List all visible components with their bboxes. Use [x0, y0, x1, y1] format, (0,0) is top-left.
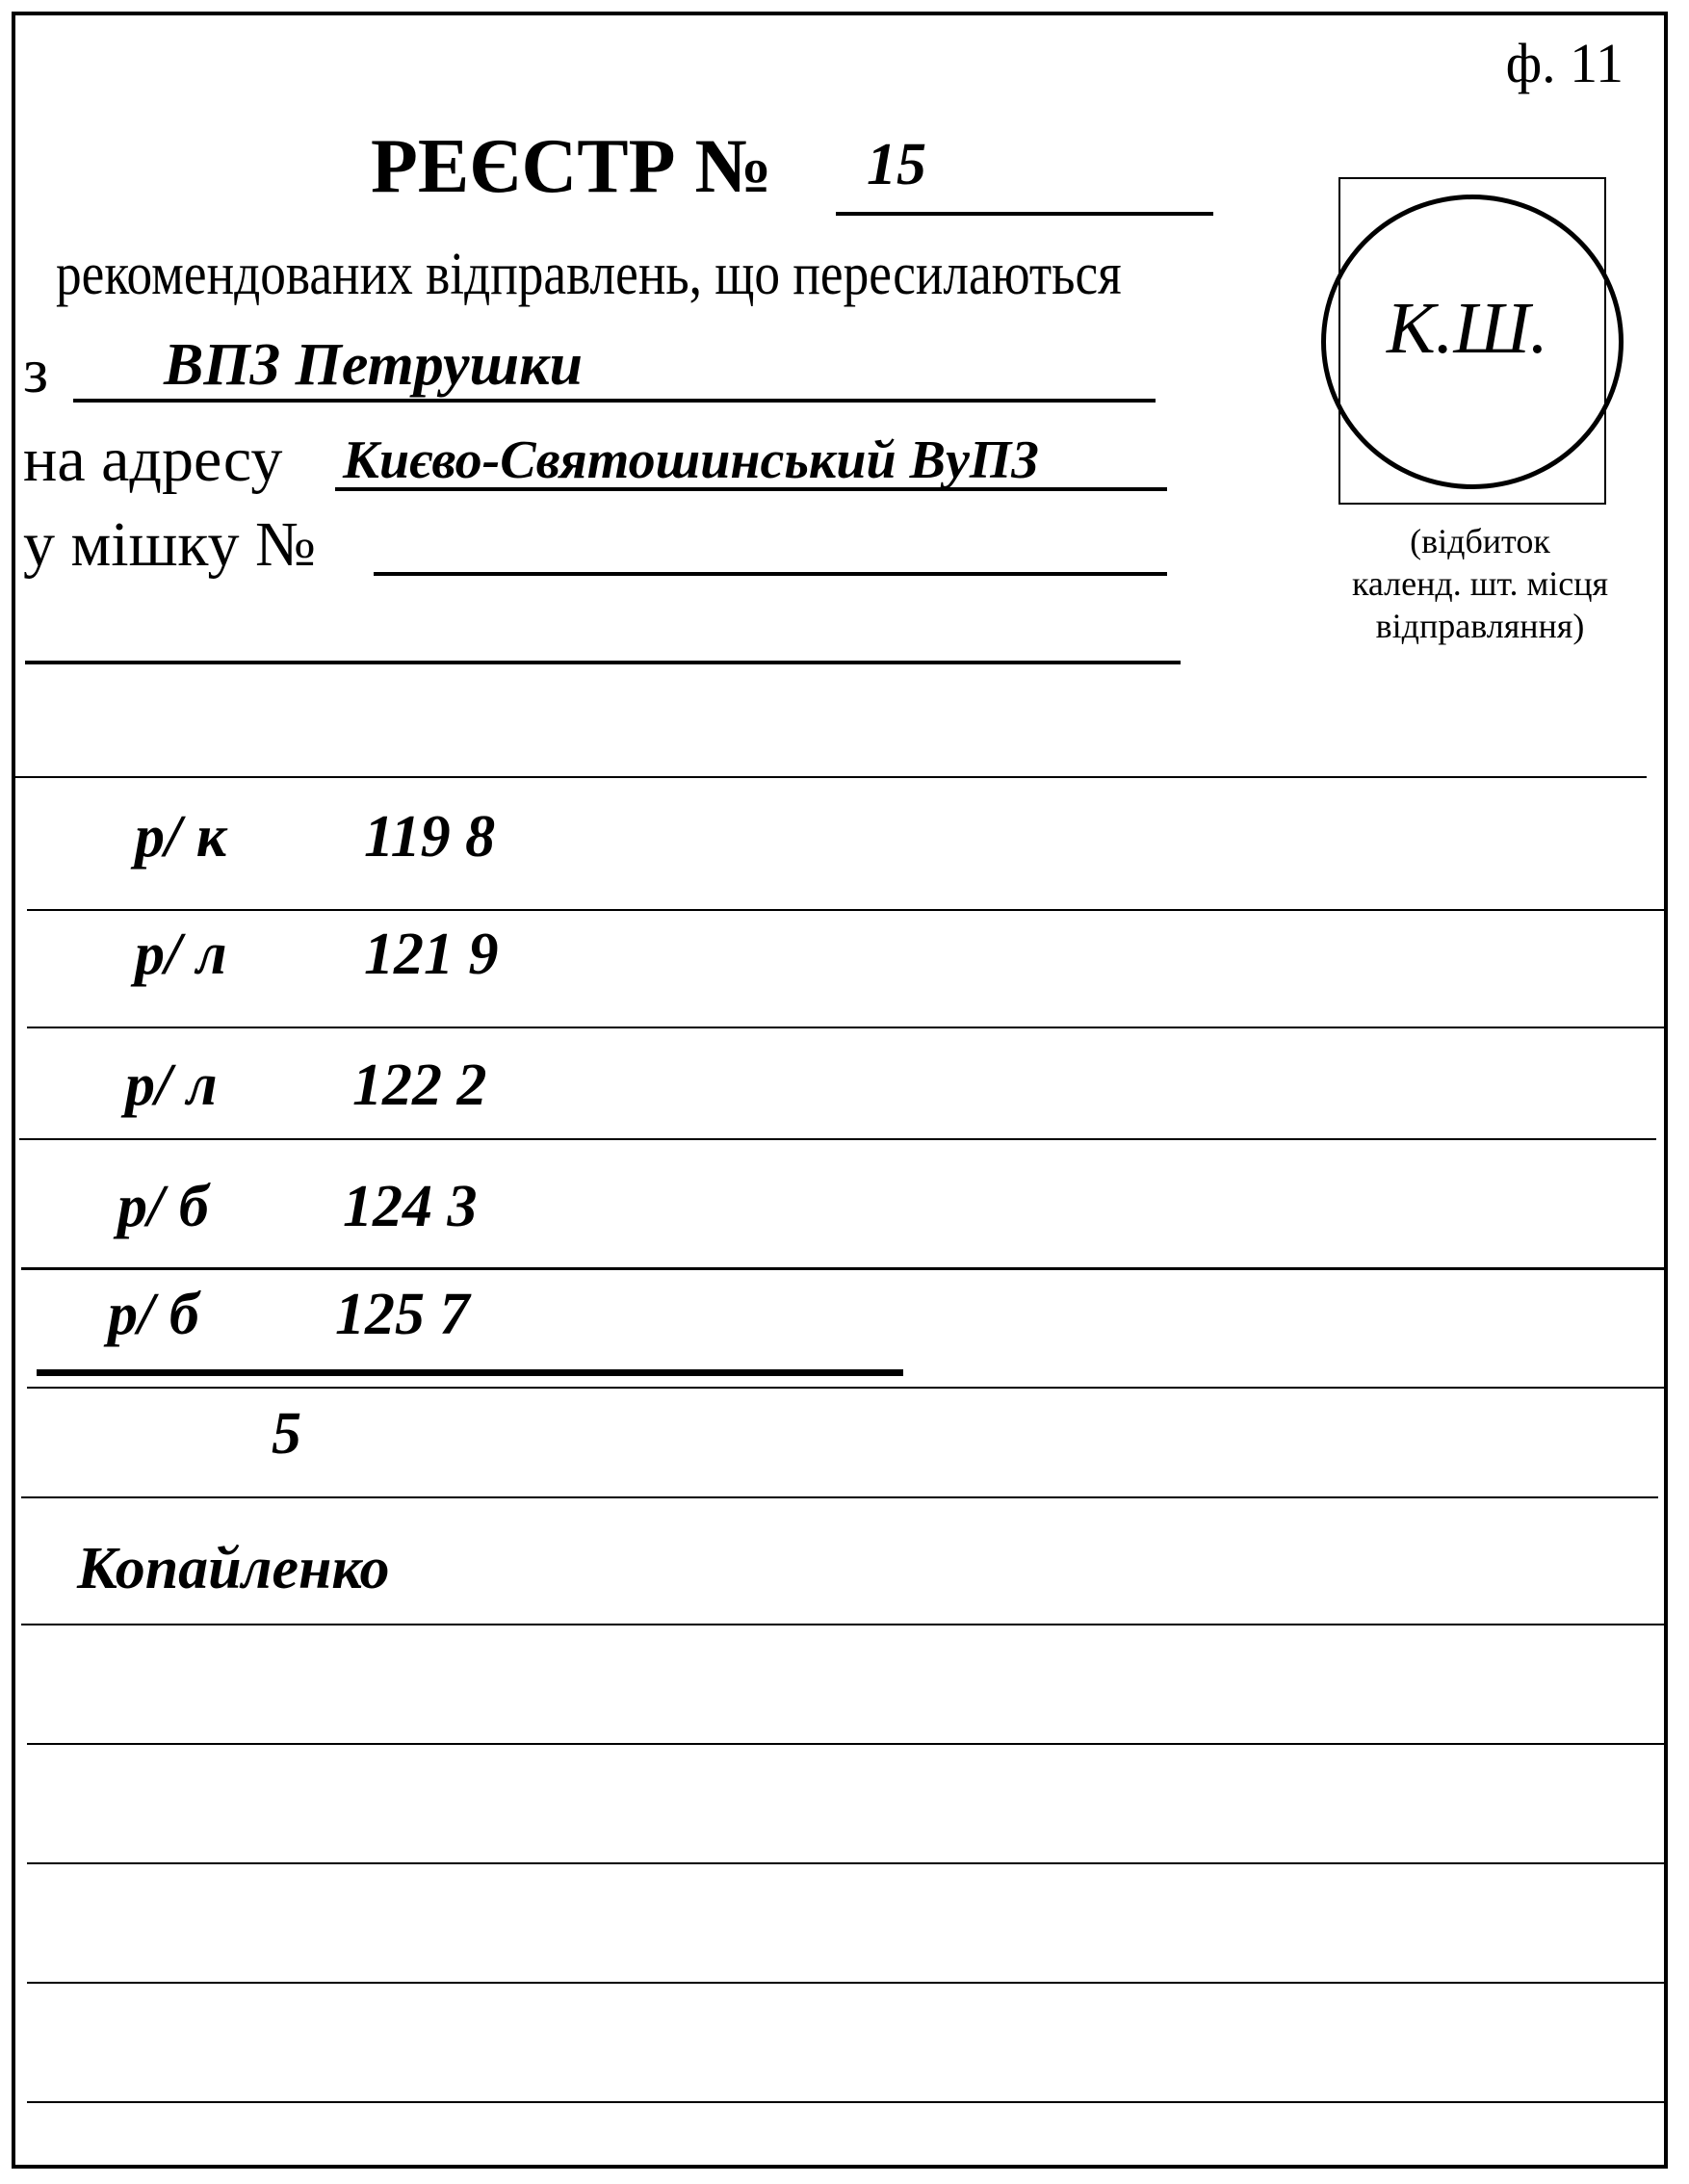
item-type: р/ б: [108, 1282, 199, 1347]
row-divider: [27, 2101, 1664, 2103]
from-label: з: [23, 336, 49, 406]
bag-underline: [374, 572, 1167, 576]
from-underline: [73, 399, 1156, 403]
item-number: 119 8: [364, 804, 496, 870]
row-divider: [27, 1387, 1664, 1389]
stamp-caption: [1302, 520, 1658, 647]
item-type: р/ л: [135, 922, 227, 987]
section-divider: [13, 776, 1647, 778]
row-divider: [27, 1862, 1664, 1864]
item-number: 122 2: [352, 1053, 487, 1118]
item-number: 121 9: [364, 922, 499, 987]
item-type: р/ к: [135, 804, 227, 870]
row-divider: [21, 1267, 1664, 1270]
register-subtitle: рекомендованих відправлень, що пересилаються: [56, 242, 1122, 307]
row-divider: [27, 909, 1664, 911]
item-type: р/ л: [125, 1053, 218, 1118]
address-underline: [335, 487, 1167, 491]
stamp-caption-line: (відбиток: [1410, 522, 1550, 560]
total-count: 5: [272, 1401, 301, 1467]
stamp-initials: К.Ш.: [1387, 288, 1548, 369]
register-number-underline: [836, 212, 1213, 216]
row-divider: [27, 1982, 1664, 1984]
row-divider: [19, 1138, 1656, 1140]
signer-name: Копайленко: [77, 1536, 390, 1601]
row-divider: [21, 1496, 1658, 1498]
row-divider: [27, 1027, 1664, 1028]
row-divider: [21, 1624, 1664, 1625]
register-title: РЕЄСТР №: [371, 124, 772, 209]
register-number: 15: [867, 132, 926, 197]
total-underline: [37, 1369, 903, 1376]
row-divider: [27, 1743, 1664, 1745]
address-field: Києво-Святошинський ВуПЗ: [343, 430, 1039, 490]
extra-underline: [25, 661, 1181, 664]
form-number: ф. 11: [1505, 32, 1624, 94]
address-label: на адресу: [23, 425, 283, 495]
stamp-caption-line: календ. шт. місця: [1351, 564, 1609, 603]
item-type: р/ б: [117, 1174, 209, 1239]
from-field: ВПЗ Петрушки: [164, 332, 584, 398]
item-number: 124 3: [343, 1174, 478, 1239]
item-number: 125 7: [335, 1282, 470, 1347]
stamp-caption-line: відправляння): [1375, 607, 1585, 645]
bag-label: у мішку №: [23, 509, 317, 580]
